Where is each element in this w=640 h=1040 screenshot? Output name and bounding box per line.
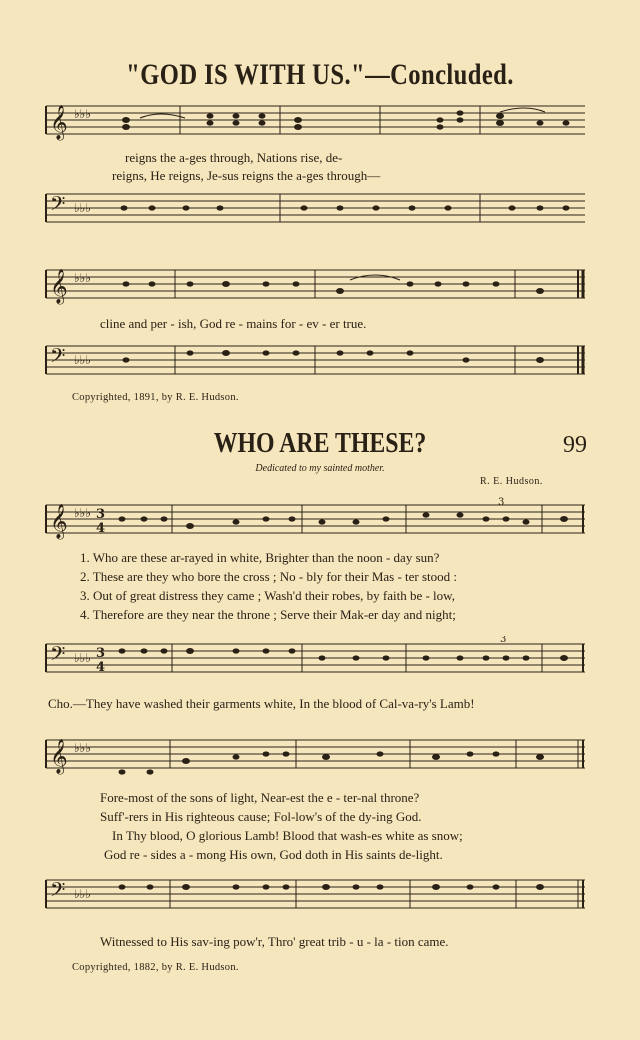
staff-system-4-treble [40, 732, 590, 787]
svg-text:3: 3 [498, 497, 505, 508]
svg-text:𝄢: 𝄢 [50, 878, 66, 906]
svg-text:♭♭♭: ♭♭♭ [74, 741, 91, 755]
svg-text:3: 3 [96, 646, 106, 661]
verse-1: 1. Who are these ar-rayed in white, Brighter than the noon - day sun? [80, 550, 440, 565]
svg-text:𝄞: 𝄞 [50, 504, 68, 539]
lyrics-line-3: cline and per - ish, God re - mains for - ev - er true. [100, 316, 367, 331]
copyright-1891: Copyrighted, 1891, by R. E. Hudson. [72, 392, 239, 403]
svg-text:4: 4 [96, 521, 106, 536]
hymn-number: 99 [563, 432, 587, 458]
svg-text:𝄢: 𝄢 [50, 642, 66, 670]
svg-text:𝄢: 𝄢 [50, 344, 66, 372]
svg-text:♭♭♭: ♭♭♭ [74, 506, 91, 520]
second-half-3: In Thy blood, O glorious Lamb! Blood that wash-es white as snow; [112, 828, 463, 843]
staff-system-1-treble [40, 98, 590, 148]
svg-text:♭♭♭: ♭♭♭ [74, 107, 91, 121]
last-lyric-line: Witnessed to His sav-ing pow'r, Thro' great trib - u - la - tion came. [100, 934, 449, 949]
svg-text:♭♭♭: ♭♭♭ [74, 651, 91, 665]
verse-2: 2. These are they who bore the cross ; No - bly for their Mas - ter stood : [80, 569, 458, 584]
verse-3: 3. Out of great distress they came ; Wash'd their robes, by faith be - low, [80, 588, 455, 603]
staff-system-3-treble [40, 497, 590, 547]
svg-text:3: 3 [500, 636, 507, 645]
svg-text:𝄞: 𝄞 [50, 269, 68, 304]
staff-system-2-bass [40, 338, 590, 388]
second-half-2: Suff'-rers in His righteous cause; Fol-low's of the dy-ing God. [100, 809, 422, 824]
second-half-4: God re - sides a - mong His own, God doth in His saints de-light. [104, 847, 443, 862]
svg-text:♭♭♭: ♭♭♭ [74, 201, 91, 215]
svg-text:𝄢: 𝄢 [50, 192, 66, 220]
copyright-1882: Copyrighted, 1882, by R. E. Hudson. [72, 962, 239, 973]
second-half-1: Fore-most of the sons of light, Near-est the e - ter-nal throne? [100, 790, 420, 805]
svg-text:♭♭♭: ♭♭♭ [74, 271, 91, 285]
page-title-concluded: "GOD IS WITH US."—Concluded. [126, 58, 514, 91]
verse-4: 4. Therefore are they near the throne ; Serve their Mak-er day and night; [80, 607, 456, 622]
lyrics-line-1: reigns the a-ges through, Nations rise, de- [125, 150, 343, 165]
staff-system-4-bass [40, 872, 590, 927]
dedication: Dedicated to my sainted mother. [255, 463, 385, 474]
staff-system-3-bass [40, 636, 590, 696]
svg-text:𝄞: 𝄞 [50, 105, 68, 140]
hymn-title: WHO ARE THESE? [213, 428, 427, 459]
staff-system-1-bass [40, 186, 590, 246]
svg-text:𝄞: 𝄞 [50, 739, 68, 774]
staff-system-2-treble [40, 262, 590, 312]
lyrics-line-2: reigns, He reigns, Je-sus reigns the a-ges through— [112, 168, 381, 183]
svg-text:3: 3 [96, 507, 106, 522]
svg-text:♭♭♭: ♭♭♭ [74, 353, 91, 367]
svg-text:♭♭♭: ♭♭♭ [74, 887, 91, 901]
svg-text:4: 4 [96, 660, 106, 675]
composer: R. E. Hudson. [480, 476, 543, 487]
chorus-line: Cho.—They have washed their garments white, In the blood of Cal-va-ry's Lamb! [48, 696, 475, 711]
